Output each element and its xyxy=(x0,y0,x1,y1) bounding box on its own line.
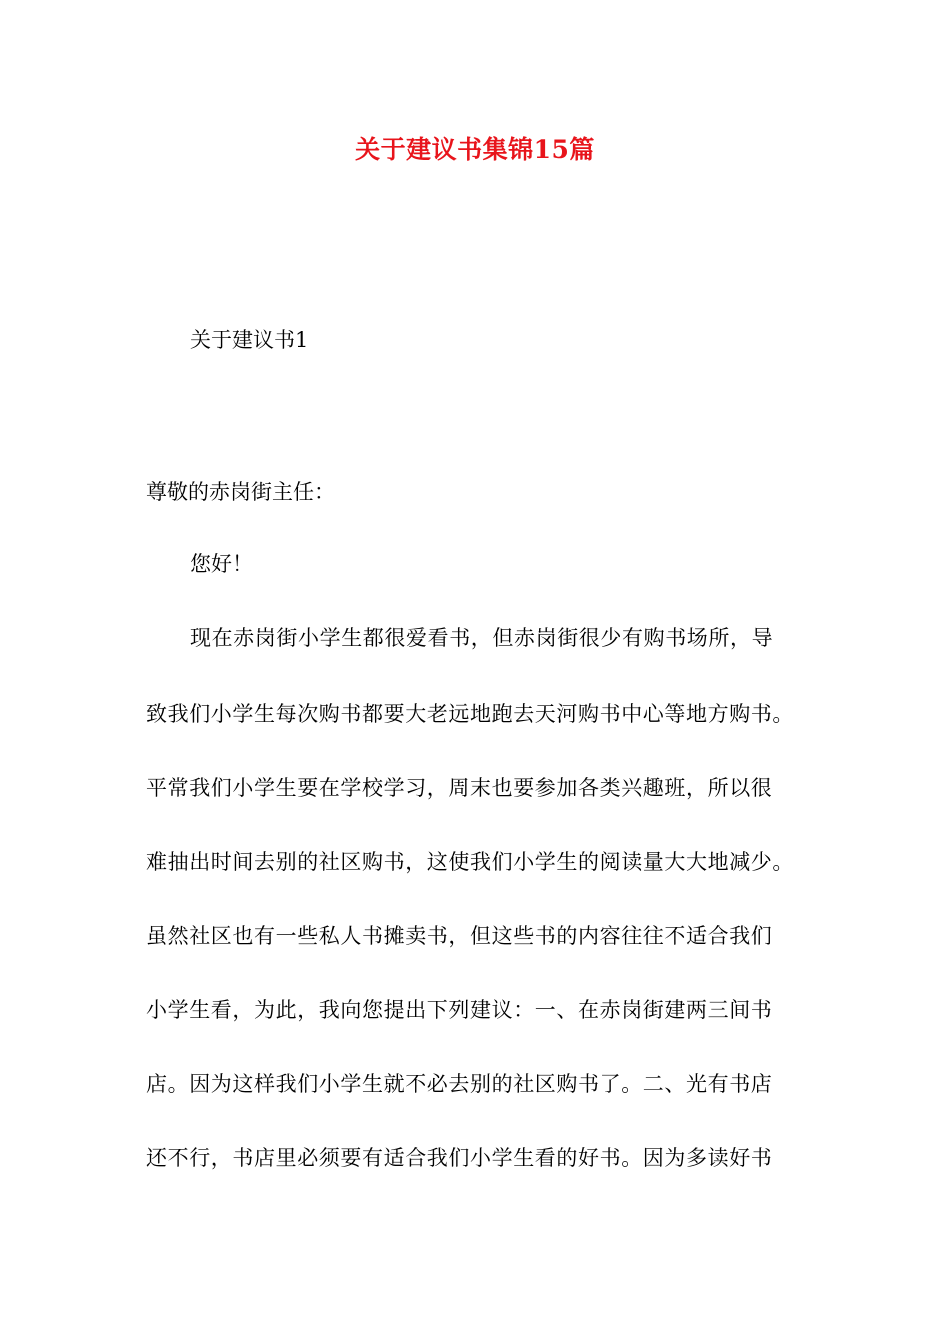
salutation-line: 尊敬的赤岗街主任： xyxy=(146,480,335,504)
section-heading: 关于建议书1 xyxy=(190,328,309,352)
body-line-6: 小学生看，为此，我向您提出下列建议：一、在赤岗街建两三间书 xyxy=(146,998,773,1022)
body-line-2: 致我们小学生每次购书都要大老远地跑去天河购书中心等地方购书。 xyxy=(146,702,794,726)
body-line-8: 还不行，书店里必须要有适合我们小学生看的好书。因为多读好书 xyxy=(146,1146,773,1170)
body-line-1: 现在赤岗街小学生都很爱看书，但赤岗街很少有购书场所，导 xyxy=(190,626,774,650)
greeting-line: 您好！ xyxy=(190,552,253,576)
body-line-3: 平常我们小学生要在学校学习，周末也要参加各类兴趣班，所以很 xyxy=(146,776,773,800)
body-line-7: 店。因为这样我们小学生就不必去别的社区购书了。二、光有书店 xyxy=(146,1072,773,1096)
document-title: 关于建议书集锦15篇 xyxy=(355,135,595,164)
body-line-5: 虽然社区也有一些私人书摊卖书，但这些书的内容往往不适合我们 xyxy=(146,924,773,948)
body-line-4: 难抽出时间去别的社区购书，这使我们小学生的阅读量大大地减少。 xyxy=(146,850,794,874)
